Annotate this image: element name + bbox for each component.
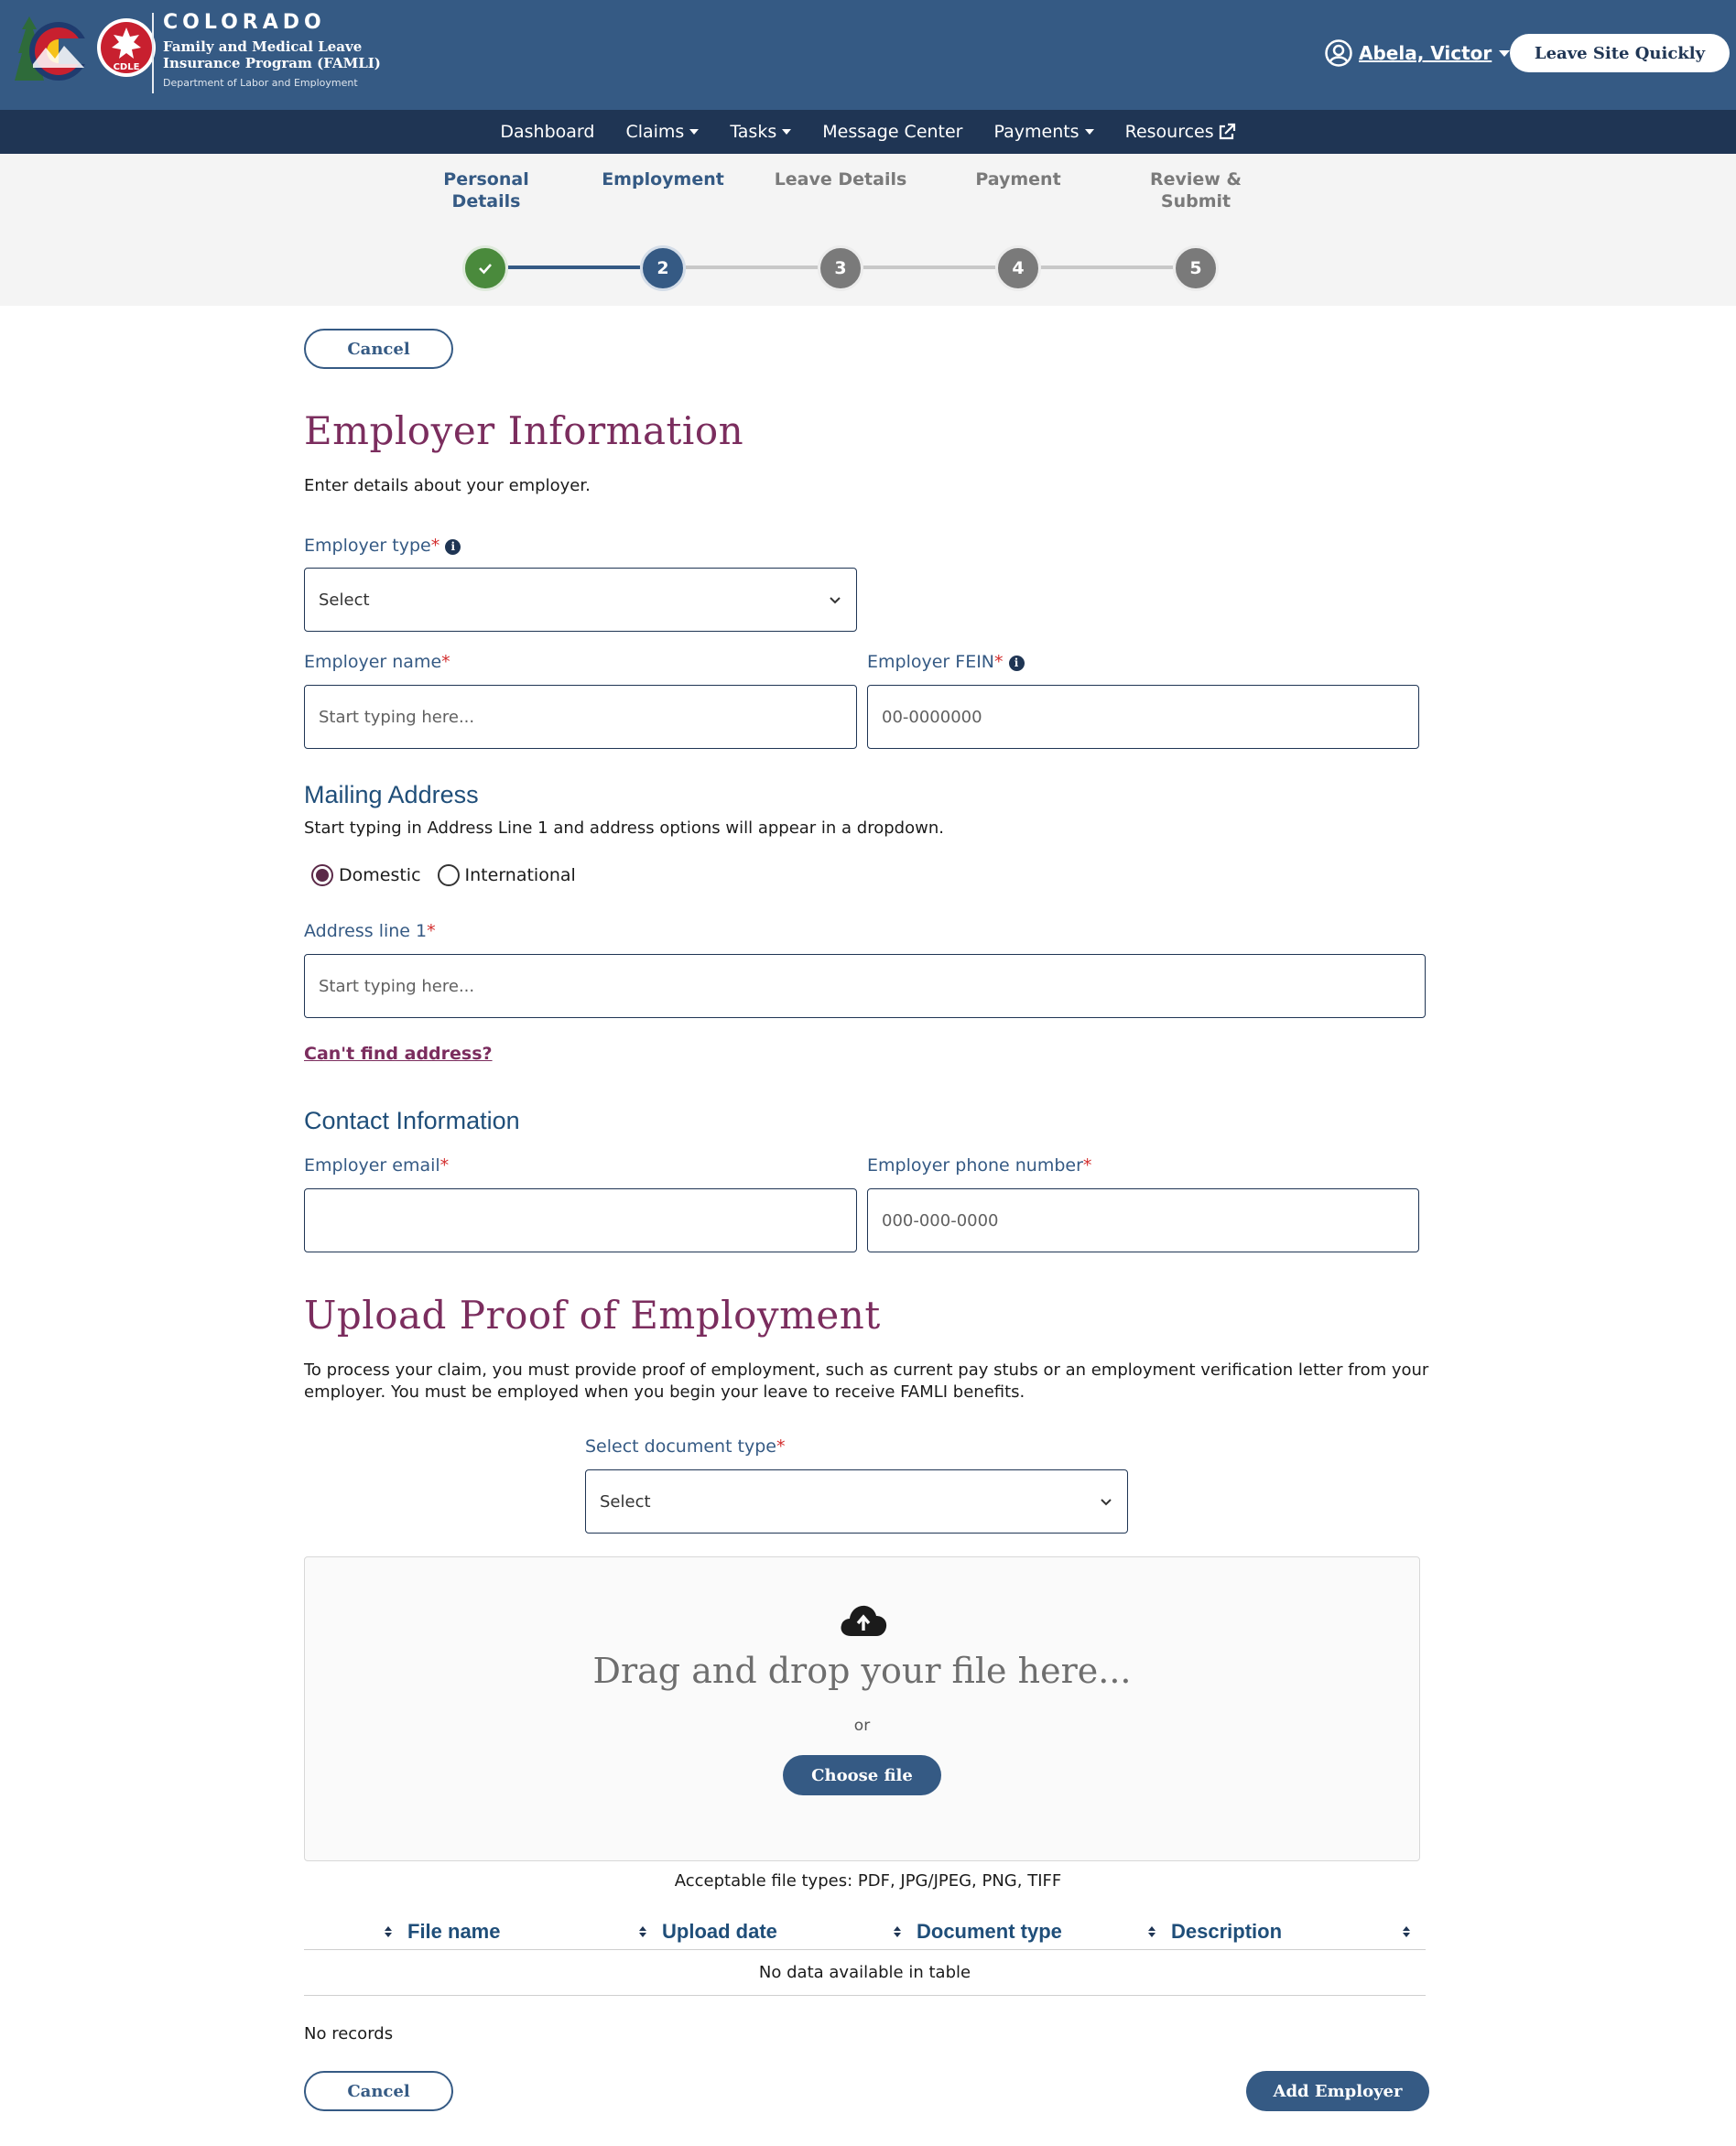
sort-icon — [891, 1926, 904, 1937]
caret-down-icon — [1085, 129, 1094, 135]
employer-phone-label — [867, 1155, 1091, 1176]
user-circle-icon — [1324, 38, 1353, 68]
employer-phone-input[interactable] — [867, 1188, 1419, 1252]
nav-dashboard[interactable] — [484, 122, 610, 142]
acceptable-file-types: Acceptable file types: PDF, JPG/JPEG, PNG, TIFF — [674, 1871, 1062, 1891]
step-label-text: Payment — [975, 169, 1061, 190]
nav-label: Message Center — [822, 122, 963, 142]
sort-icon — [382, 1926, 395, 1937]
checkmark-icon — [476, 259, 494, 277]
required-asterisk: * — [427, 921, 436, 941]
employer-information-heading: Employer Information — [304, 408, 744, 453]
program-name-line2: Insurance Program (FAMLI) — [163, 55, 381, 71]
sort-icon — [1400, 1926, 1413, 1937]
label-text: Employer phone number — [867, 1155, 1083, 1176]
column-file-name[interactable] — [407, 1913, 662, 1949]
cloud-upload-icon — [840, 1603, 887, 1640]
column-label: Upload date — [662, 1919, 777, 1943]
label-text: Employer email — [304, 1155, 440, 1176]
step-connector — [686, 266, 818, 269]
column-label: Description — [1171, 1919, 1283, 1943]
nav-label: Claims — [625, 122, 685, 142]
placeholder: 000-000-0000 — [882, 1210, 999, 1230]
uploaded-files-table — [304, 1913, 1426, 1996]
required-asterisk: * — [776, 1436, 786, 1457]
caret-down-icon — [782, 129, 791, 135]
column-upload-date[interactable] — [662, 1913, 917, 1949]
step-label-text: Details — [451, 191, 521, 211]
table-empty-row: No data available in table — [304, 1950, 1426, 1996]
logo-divider — [152, 13, 154, 93]
mailing-address-description: Start typing in Address Line 1 and address options will appear in a dropdown. — [304, 818, 944, 838]
sort-icon — [636, 1926, 649, 1937]
employer-name-input[interactable] — [304, 685, 857, 749]
employer-email-input[interactable] — [304, 1188, 857, 1252]
placeholder: Start typing here... — [319, 976, 475, 996]
step-label-leave-details — [767, 168, 914, 190]
site-header — [0, 0, 1736, 110]
step-label-employment — [590, 168, 736, 190]
employer-fein-input[interactable] — [867, 685, 1419, 749]
step-label-text: Review & — [1149, 169, 1242, 190]
nav-payments[interactable] — [979, 122, 1110, 142]
upload-proof-heading: Upload Proof of Employment — [304, 1293, 881, 1338]
required-asterisk: * — [441, 652, 450, 672]
label-text: Employer name — [304, 652, 442, 672]
sort-column-control[interactable] — [304, 1913, 407, 1949]
radio-domestic[interactable] — [311, 864, 333, 886]
employer-information-description: Enter details about your employer. — [304, 476, 591, 495]
required-asterisk: * — [430, 536, 440, 556]
choose-file-button[interactable]: Choose file — [783, 1755, 941, 1795]
radio-domestic-label[interactable]: Domestic — [339, 865, 421, 885]
table-header — [304, 1913, 1426, 1950]
column-label: File name — [407, 1919, 501, 1943]
required-asterisk: * — [1082, 1155, 1092, 1176]
step-label-text: Leave Details — [774, 169, 907, 190]
logo-wordmark: COLORADO — [163, 11, 326, 34]
caret-down-icon — [689, 129, 699, 135]
info-icon[interactable]: i — [1009, 656, 1025, 671]
info-icon[interactable]: i — [445, 539, 461, 555]
placeholder: Start typing here... — [319, 707, 475, 727]
column-description[interactable] — [1171, 1913, 1426, 1949]
program-name-line1: Family and Medical Leave — [163, 38, 363, 55]
sort-icon — [1145, 1926, 1158, 1937]
dropzone-title: Drag and drop your file here... — [592, 1651, 1132, 1691]
employer-type-select[interactable] — [304, 568, 857, 632]
label-text: Employer type — [304, 536, 431, 556]
nav-message-center[interactable] — [807, 122, 978, 142]
chevron-down-icon — [1099, 1494, 1113, 1509]
step-4: 4 — [995, 245, 1041, 291]
leave-site-quickly-button[interactable]: Leave Site Quickly — [1510, 34, 1730, 72]
main-nav — [0, 110, 1736, 154]
step-label-text: Submit — [1160, 191, 1231, 211]
label-text: Employer FEIN — [867, 652, 995, 672]
user-menu[interactable] — [1324, 37, 1510, 70]
step-label-review-submit — [1123, 168, 1269, 212]
column-document-type[interactable] — [917, 1913, 1171, 1949]
document-type-select[interactable] — [585, 1469, 1128, 1534]
label-text: Address line 1 — [304, 921, 428, 941]
label-text: Select document type — [585, 1436, 776, 1457]
step-1-complete[interactable] — [462, 245, 508, 291]
mailing-address-heading: Mailing Address — [304, 781, 479, 808]
progress-stepper — [0, 154, 1736, 306]
upload-proof-description: To process your claim, you must provide proof of employment, such as current pay stubs or an employment verification letter from your employer. You must be employed when you begin your leave to receive FAMLI benefits. — [304, 1360, 1429, 1402]
radio-international[interactable] — [438, 864, 460, 886]
nav-label: Resources — [1124, 122, 1214, 142]
radio-international-label[interactable]: International — [464, 865, 576, 885]
add-employer-button[interactable]: Add Employer — [1246, 2071, 1429, 2111]
chevron-down-icon — [828, 592, 842, 607]
placeholder: 00-0000000 — [882, 707, 982, 727]
column-label: Document type — [917, 1919, 1062, 1943]
cdle-badge-text: CDLE — [113, 62, 140, 72]
step-3: 3 — [818, 245, 863, 291]
nav-tasks[interactable] — [714, 122, 807, 142]
employer-fein-label — [867, 652, 1025, 672]
department-name: Department of Labor and Employment — [163, 77, 358, 89]
contact-information-heading: Contact Information — [304, 1107, 520, 1134]
dropzone-or: or — [853, 1717, 871, 1735]
step-label-payment — [945, 168, 1091, 190]
select-value: Select — [600, 1491, 651, 1512]
select-value: Select — [319, 590, 370, 610]
address-type-radio-group — [311, 864, 592, 886]
document-type-label — [585, 1436, 786, 1457]
address-line-1-label — [304, 921, 436, 941]
chevron-down-icon — [1499, 50, 1510, 57]
step-connector — [508, 266, 640, 269]
required-asterisk: * — [994, 652, 1004, 672]
step-label-text: Employment — [602, 169, 724, 190]
external-link-icon — [1218, 123, 1236, 141]
logo-text — [163, 11, 381, 89]
step-2-current: 2 — [640, 245, 686, 291]
nav-label: Dashboard — [500, 122, 595, 142]
address-line-1-input[interactable] — [304, 954, 1426, 1018]
colorado-c-logo-icon — [15, 16, 92, 84]
nav-label: Tasks — [730, 122, 777, 142]
file-dropzone[interactable] — [304, 1556, 1420, 1861]
employer-type-label — [304, 536, 461, 556]
step-connector — [1041, 266, 1173, 269]
colorado-famli-logo[interactable] — [15, 11, 381, 99]
nav-claims[interactable] — [610, 122, 714, 142]
step-5: 5 — [1173, 245, 1219, 291]
user-name[interactable]: Abela, Victor — [1359, 42, 1492, 64]
required-asterisk: * — [439, 1155, 450, 1176]
nav-resources[interactable] — [1110, 122, 1252, 142]
cancel-button-top[interactable]: Cancel — [304, 329, 453, 369]
step-label-text: Personal — [443, 169, 529, 190]
cant-find-address-link[interactable]: Can't find address? — [304, 1044, 493, 1064]
step-label-personal-details[interactable] — [413, 168, 559, 212]
nav-label: Payments — [993, 122, 1080, 142]
employer-email-label — [304, 1155, 449, 1176]
employer-name-label — [304, 652, 450, 672]
records-count: No records — [304, 2024, 394, 2043]
cancel-button-bottom[interactable]: Cancel — [304, 2071, 453, 2111]
step-connector — [863, 266, 995, 269]
